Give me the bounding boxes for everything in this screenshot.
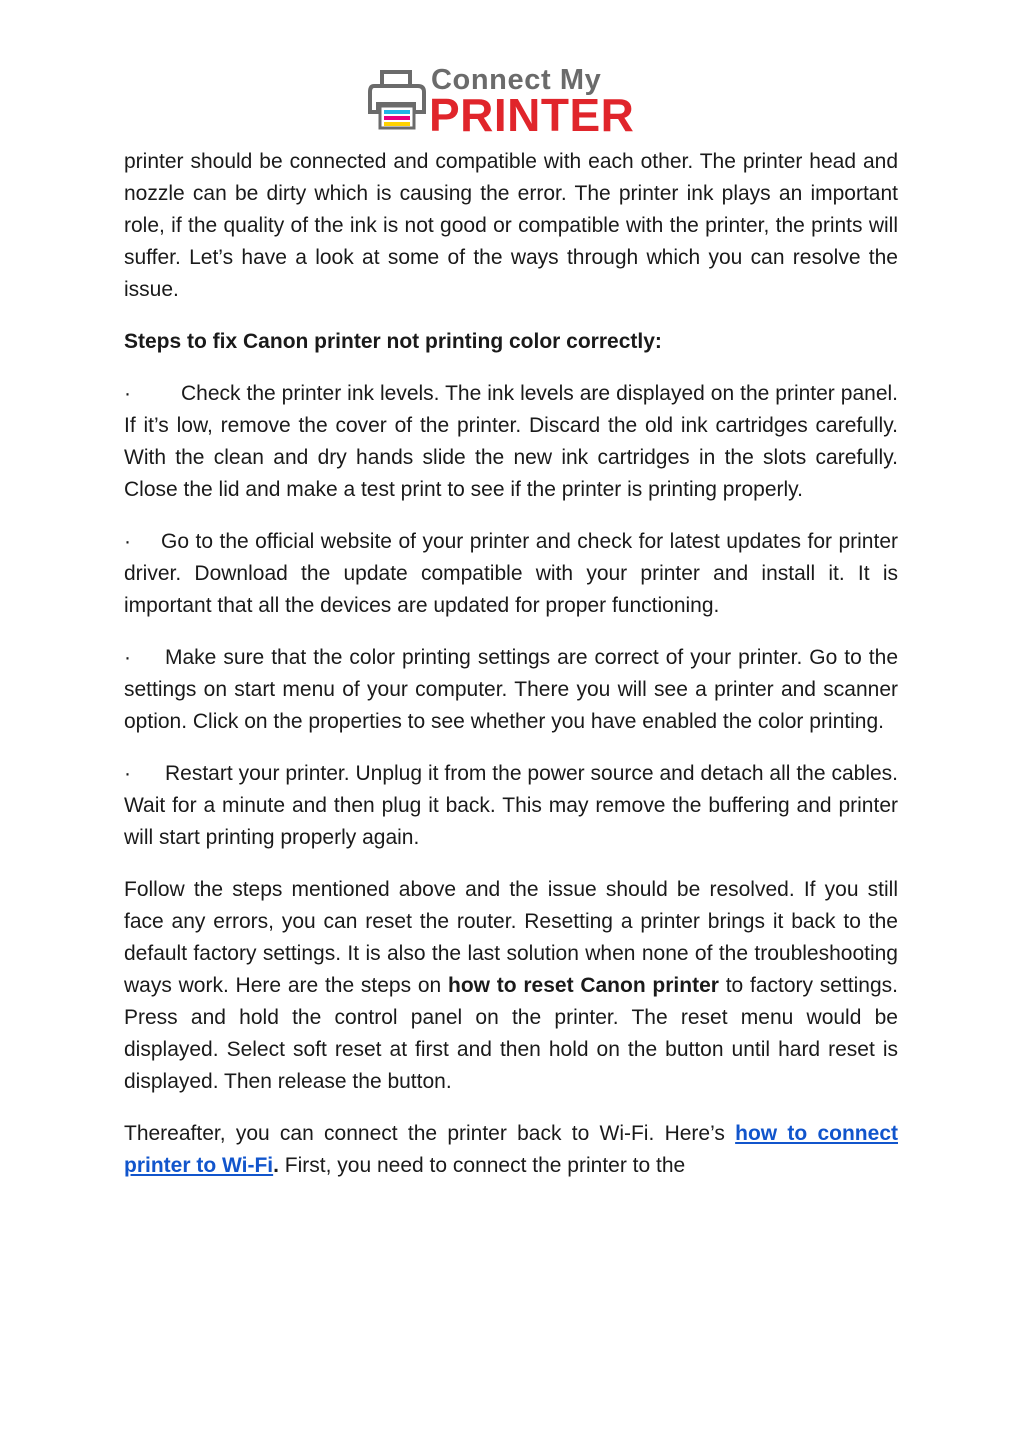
connect-my-printer-logo [368, 64, 658, 142]
follow-text-a: Follow the steps mentioned above and the issue should be resolved. If you still face any errors, you can reset the router. Resetting a printer brings it back to the default factory settings. It is also the last solution when none of the troubleshooting ways work. Here are the steps on [124, 878, 898, 997]
connect-printer-wifi-link[interactable]: how to connect printer to Wi-Fi [124, 1122, 898, 1177]
bullet-marker: · [124, 762, 131, 785]
bullet-marker: · [124, 530, 131, 553]
logo-text-connect-my: Connect My [431, 64, 602, 96]
wifi-text-a: Thereafter, you can connect the printer back to Wi-Fi. Here’s [124, 1122, 736, 1145]
wifi-link-period: . [273, 1154, 279, 1177]
step-item-4 [124, 758, 898, 854]
steps-heading: Steps to fix Canon printer not printing color correctly: [124, 330, 662, 353]
step-item-2 [124, 526, 898, 622]
step-text-4: Restart your printer. Unplug it from the power source and detach all the cables. Wait for a minute and then plug it back. This may remove the buffering and printer will start printing properly again. [124, 762, 898, 849]
follow-up-paragraph [124, 874, 898, 1098]
step-text-1: Check the printer ink levels. The ink levels are displayed on the printer panel. If it’s low, remove the cover of the printer. Discard the old ink cartridges carefully. With the clean and dry hands slide the new ink cartridges in the slots carefully. Close the lid and make a test print to see if the printer is printing properly. [124, 382, 898, 501]
reset-canon-bold-text: how to reset Canon printer [448, 974, 719, 997]
wifi-text-b: First, you need to connect the printer to the [278, 1154, 686, 1177]
printer-icon [368, 70, 428, 132]
step-text-2: Go to the official website of your printer and check for latest updates for printer driver. Download the update compatible with your printer and install it. It is important that all the devices are updated for proper functioning. [124, 530, 898, 617]
logo-text-printer: PRINTER [429, 89, 635, 141]
bullet-marker: · [124, 646, 131, 669]
article-body [124, 146, 898, 1202]
intro-paragraph: printer should be connected and compatible with each other. The printer head and nozzle can be dirty which is causing the error. The printer ink plays an important role, if the quality of the ink is not good or compatible with the printer, the prints will suffer. Let’s have a look at some of the ways through which you can resolve the issue. [124, 150, 898, 301]
step-text-3: Make sure that the color printing settings are correct of your printer. Go to the settings on start menu of your computer. There you will see a printer and scanner option. Click on the properties to see whether you have enabled the color printing. [124, 646, 898, 733]
wifi-paragraph [124, 1118, 898, 1182]
step-item-3 [124, 642, 898, 738]
step-item-1 [124, 378, 898, 506]
bullet-marker: · [124, 382, 131, 405]
follow-text-b: to factory settings. Press and hold the control panel on the printer. The reset menu would be displayed. Select soft reset at first and then hold on the button until hard reset is displayed. Then release the button. [124, 974, 898, 1093]
